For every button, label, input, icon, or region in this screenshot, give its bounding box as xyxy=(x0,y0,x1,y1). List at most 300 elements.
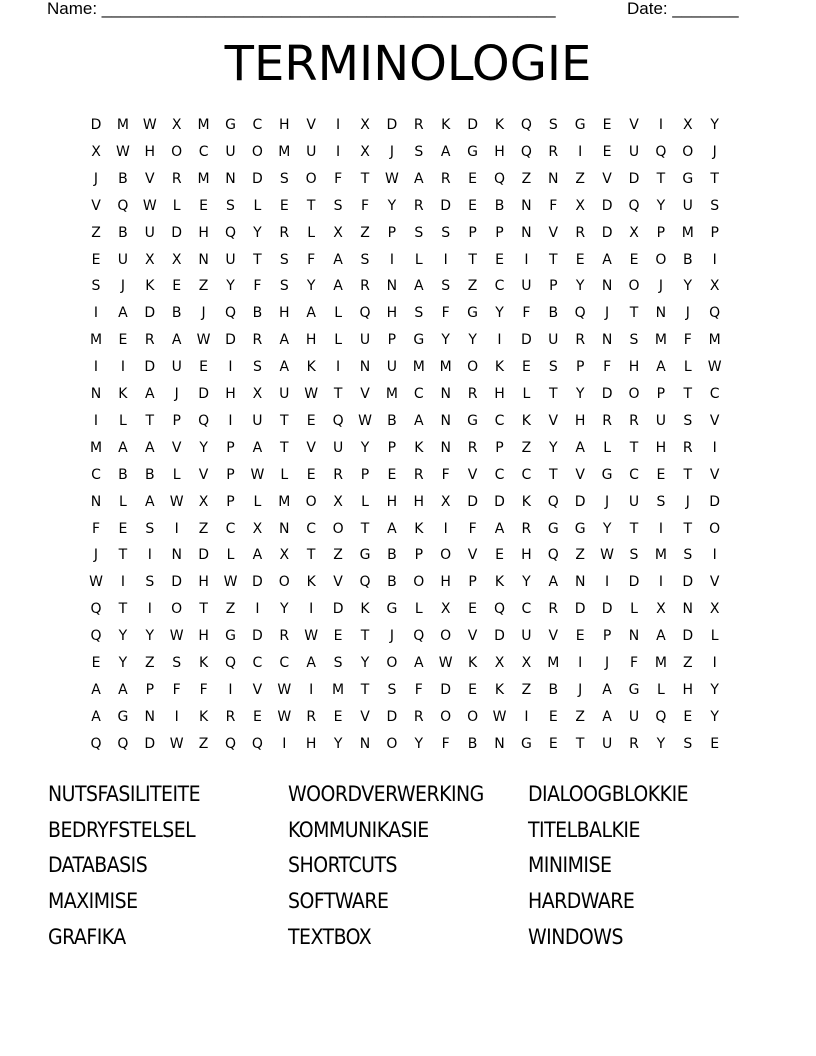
grid-letter[interactable]: K xyxy=(494,359,505,376)
grid-letter[interactable]: Z xyxy=(333,547,343,564)
grid-letter[interactable]: O xyxy=(628,386,640,402)
grid-letter[interactable]: E xyxy=(495,547,504,564)
grid-letter[interactable]: P xyxy=(387,332,397,349)
grid-letter[interactable]: E xyxy=(468,601,478,618)
grid-letter[interactable]: C xyxy=(252,655,263,671)
grid-letter[interactable]: W xyxy=(707,359,722,376)
grid-letter[interactable]: I xyxy=(120,359,125,376)
grid-letter[interactable]: P xyxy=(468,574,477,591)
grid-letter[interactable]: E xyxy=(333,628,343,645)
grid-letter[interactable]: F xyxy=(603,359,612,376)
grid-letter[interactable]: R xyxy=(306,708,317,725)
grid-letter[interactable]: F xyxy=(441,735,450,752)
grid-letter[interactable]: N xyxy=(521,224,532,241)
grid-letter[interactable]: X xyxy=(683,117,693,133)
grid-letter[interactable]: A xyxy=(333,278,343,295)
grid-letter[interactable]: P xyxy=(495,439,504,456)
grid-letter[interactable]: A xyxy=(333,251,343,268)
grid-letter[interactable]: O xyxy=(440,547,452,564)
grid-letter[interactable]: I xyxy=(309,681,314,698)
grid-letter[interactable]: L xyxy=(414,601,423,618)
grid-letter[interactable]: Y xyxy=(656,735,666,752)
grid-letter[interactable]: H xyxy=(198,574,209,591)
grid-letter[interactable]: T xyxy=(199,601,208,618)
grid-letter[interactable]: V xyxy=(709,466,720,483)
grid-letter[interactable]: C xyxy=(306,520,317,537)
grid-letter[interactable]: X xyxy=(709,278,720,295)
grid-letter[interactable]: H xyxy=(682,681,694,698)
grid-letter[interactable]: D xyxy=(709,493,721,510)
grid-letter[interactable]: I xyxy=(712,251,717,268)
grid-letter[interactable]: I xyxy=(658,574,663,591)
grid-letter[interactable]: W xyxy=(277,708,292,725)
grid-letter[interactable]: D xyxy=(225,332,236,349)
grid-letter[interactable]: T xyxy=(145,412,155,429)
grid-letter[interactable]: V xyxy=(467,628,478,645)
grid-letter[interactable]: Z xyxy=(521,681,532,698)
grid-letter[interactable]: S xyxy=(414,305,424,322)
grid-letter[interactable]: B xyxy=(252,305,263,322)
grid-letter[interactable]: I xyxy=(524,251,529,268)
grid-letter[interactable]: V xyxy=(333,574,343,591)
grid-letter[interactable]: W xyxy=(600,547,615,564)
grid-letter[interactable]: Q xyxy=(493,170,506,187)
grid-letter[interactable]: T xyxy=(683,466,693,483)
grid-letter[interactable]: G xyxy=(520,735,532,752)
grid-letter[interactable]: M xyxy=(654,655,667,671)
grid-letter[interactable]: A xyxy=(306,305,316,322)
grid-letter[interactable]: U xyxy=(117,251,129,268)
grid-letter[interactable]: S xyxy=(333,197,343,214)
grid-letter[interactable]: R xyxy=(548,601,559,618)
grid-letter[interactable]: Z xyxy=(198,520,209,537)
grid-letter[interactable]: M xyxy=(708,332,721,349)
grid-letter[interactable]: O xyxy=(467,708,479,725)
grid-letter[interactable]: K xyxy=(494,681,505,698)
grid-letter[interactable]: Q xyxy=(655,143,667,160)
grid-letter[interactable]: H xyxy=(413,493,425,510)
grid-letter[interactable]: I xyxy=(93,359,99,376)
grid-letter[interactable]: T xyxy=(306,547,316,564)
grid-letter[interactable]: E xyxy=(602,143,612,160)
grid-letter[interactable]: R xyxy=(413,117,424,133)
grid-letter[interactable]: L xyxy=(226,547,235,564)
grid-letter[interactable]: G xyxy=(682,170,694,187)
grid-letter[interactable]: U xyxy=(548,332,559,349)
grid-letter[interactable]: G xyxy=(574,520,586,537)
grid-letter[interactable]: G xyxy=(547,520,559,537)
grid-letter[interactable]: V xyxy=(360,708,370,725)
grid-letter[interactable]: Y xyxy=(199,439,208,456)
grid-letter[interactable]: P xyxy=(145,681,155,698)
grid-letter[interactable]: L xyxy=(630,601,638,618)
grid-letter[interactable]: G xyxy=(467,143,479,160)
grid-letter[interactable]: T xyxy=(549,466,558,483)
grid-letter[interactable]: R xyxy=(467,386,478,402)
grid-letter[interactable]: H xyxy=(440,574,451,591)
grid-letter[interactable]: F xyxy=(91,520,101,537)
grid-letter[interactable]: D xyxy=(601,197,613,214)
grid-letter[interactable]: C xyxy=(709,386,720,402)
grid-letter[interactable]: D xyxy=(682,574,694,591)
grid-letter[interactable]: J xyxy=(93,170,99,187)
grid-letter[interactable]: R xyxy=(629,412,639,429)
grid-letter[interactable]: Y xyxy=(656,197,666,214)
grid-letter[interactable]: W xyxy=(169,735,184,752)
grid-letter[interactable]: A xyxy=(575,439,585,456)
grid-letter[interactable]: G xyxy=(601,466,613,483)
grid-letter[interactable]: V xyxy=(360,386,370,402)
grid-letter[interactable]: I xyxy=(605,574,610,591)
grid-letter[interactable]: L xyxy=(656,681,665,698)
grid-letter[interactable]: V xyxy=(709,574,720,591)
grid-letter[interactable]: W xyxy=(89,574,103,591)
grid-letter[interactable]: J xyxy=(605,493,610,510)
grid-letter[interactable]: V xyxy=(252,681,263,698)
grid-letter[interactable]: H xyxy=(279,305,290,322)
grid-letter[interactable]: K xyxy=(494,574,505,591)
grid-letter[interactable]: Q xyxy=(359,305,371,322)
grid-letter[interactable]: U xyxy=(144,224,155,241)
grid-letter[interactable]: H xyxy=(655,439,667,456)
grid-letter[interactable]: I xyxy=(658,520,663,537)
grid-letter[interactable]: N xyxy=(574,574,586,591)
grid-letter[interactable]: F xyxy=(172,681,181,698)
grid-letter[interactable]: V xyxy=(467,466,478,483)
grid-letter[interactable]: K xyxy=(521,493,531,510)
grid-letter[interactable]: Y xyxy=(118,628,128,645)
grid-letter[interactable]: I xyxy=(712,547,717,564)
grid-letter[interactable]: S xyxy=(387,681,397,698)
grid-letter[interactable]: M xyxy=(547,655,560,671)
grid-letter[interactable]: Q xyxy=(90,601,102,618)
grid-letter[interactable]: Q xyxy=(117,197,129,214)
grid-letter[interactable]: I xyxy=(443,520,448,537)
grid-letter[interactable]: T xyxy=(360,170,370,187)
grid-letter[interactable]: A xyxy=(494,520,505,537)
grid-letter[interactable]: D xyxy=(574,601,586,618)
grid-letter[interactable]: Q xyxy=(90,628,102,645)
grid-letter[interactable]: N xyxy=(601,332,613,349)
grid-letter[interactable]: B xyxy=(118,466,128,483)
grid-letter[interactable]: R xyxy=(333,466,343,483)
grid-letter[interactable]: S xyxy=(548,117,558,133)
grid-letter[interactable]: H xyxy=(305,332,317,349)
grid-letter[interactable]: R xyxy=(413,466,424,483)
grid-letter[interactable]: I xyxy=(147,547,152,564)
grid-letter[interactable]: S xyxy=(629,332,639,349)
grid-letter[interactable]: O xyxy=(413,574,425,591)
grid-letter[interactable]: I xyxy=(174,708,179,725)
grid-letter[interactable]: W xyxy=(115,143,130,160)
grid-letter[interactable]: D xyxy=(628,574,640,591)
grid-letter[interactable]: J xyxy=(120,278,125,295)
grid-letter[interactable]: P xyxy=(656,386,666,402)
grid-letter[interactable]: Z xyxy=(575,170,585,187)
grid-letter[interactable]: E xyxy=(306,466,316,483)
grid-letter[interactable]: Y xyxy=(495,305,504,322)
grid-letter[interactable]: S xyxy=(145,520,155,537)
grid-letter[interactable]: L xyxy=(361,493,369,510)
grid-letter[interactable]: I xyxy=(93,412,99,429)
grid-letter[interactable]: I xyxy=(228,681,233,698)
grid-letter[interactable]: F xyxy=(549,197,558,214)
grid-letter[interactable]: R xyxy=(467,439,478,456)
grid-letter[interactable]: X xyxy=(252,386,263,402)
grid-letter[interactable]: N xyxy=(90,493,102,510)
grid-letter[interactable]: F xyxy=(629,655,639,671)
grid-letter[interactable]: K xyxy=(360,601,370,618)
grid-letter[interactable]: P xyxy=(226,439,235,456)
grid-letter[interactable]: Z xyxy=(521,439,532,456)
grid-letter[interactable]: M xyxy=(89,332,103,349)
grid-letter[interactable]: X xyxy=(279,547,290,564)
grid-letter[interactable]: B xyxy=(118,170,128,187)
grid-letter[interactable]: O xyxy=(386,735,398,752)
grid-letter[interactable]: I xyxy=(578,655,583,671)
grid-letter[interactable]: B xyxy=(387,547,397,564)
grid-letter[interactable]: H xyxy=(198,628,209,645)
grid-letter[interactable]: L xyxy=(334,305,342,322)
grid-letter[interactable]: T xyxy=(710,170,719,187)
grid-letter[interactable]: T xyxy=(683,520,693,537)
grid-letter[interactable]: A xyxy=(252,439,263,456)
grid-letter[interactable]: W xyxy=(358,412,372,429)
grid-letter[interactable]: Z xyxy=(91,224,101,241)
grid-letter[interactable]: N xyxy=(440,439,451,456)
grid-letter[interactable]: Q xyxy=(117,735,129,752)
grid-letter[interactable]: R xyxy=(413,708,424,725)
grid-letter[interactable]: H xyxy=(144,143,156,160)
grid-letter[interactable]: D xyxy=(198,386,209,402)
grid-letter[interactable]: D xyxy=(628,170,640,187)
grid-letter[interactable]: V xyxy=(548,412,559,429)
grid-letter[interactable]: I xyxy=(389,251,394,268)
grid-letter[interactable]: O xyxy=(440,708,452,725)
grid-letter[interactable]: O xyxy=(332,520,344,537)
grid-letter[interactable]: W xyxy=(196,332,211,349)
grid-letter[interactable]: U xyxy=(521,278,532,295)
grid-letter[interactable]: Y xyxy=(306,278,316,295)
grid-letter[interactable]: O xyxy=(655,251,667,268)
grid-letter[interactable]: X xyxy=(440,493,451,510)
grid-letter[interactable]: X xyxy=(145,251,155,268)
grid-letter[interactable]: K xyxy=(414,520,424,537)
grid-letter[interactable]: P xyxy=(226,466,235,483)
grid-letter[interactable]: A xyxy=(387,520,397,537)
grid-letter[interactable]: D xyxy=(252,628,263,645)
grid-letter[interactable]: S xyxy=(91,278,101,295)
grid-letter[interactable]: A xyxy=(118,681,128,698)
grid-letter[interactable]: T xyxy=(280,412,289,429)
grid-letter[interactable]: Q xyxy=(655,708,667,725)
grid-letter[interactable]: J xyxy=(93,547,99,564)
grid-letter[interactable]: P xyxy=(226,493,235,510)
grid-letter[interactable]: B xyxy=(144,466,155,483)
grid-letter[interactable]: V xyxy=(467,547,478,564)
grid-letter[interactable]: R xyxy=(413,197,424,214)
grid-letter[interactable]: G xyxy=(467,412,479,429)
grid-letter[interactable]: Y xyxy=(280,601,289,618)
grid-letter[interactable]: J xyxy=(658,278,663,295)
grid-letter[interactable]: T xyxy=(118,601,128,618)
grid-letter[interactable]: E xyxy=(252,708,262,725)
grid-letter[interactable]: Q xyxy=(90,735,102,752)
grid-letter[interactable]: C xyxy=(494,412,505,429)
grid-letter[interactable]: E xyxy=(199,197,209,214)
grid-letter[interactable]: Y xyxy=(226,278,235,295)
grid-letter[interactable]: A xyxy=(440,143,451,160)
grid-letter[interactable]: T xyxy=(118,547,128,564)
grid-letter[interactable]: K xyxy=(199,708,209,725)
grid-letter[interactable]: K xyxy=(521,412,531,429)
grid-letter[interactable]: V xyxy=(548,224,559,241)
grid-letter[interactable]: O xyxy=(467,359,479,376)
grid-letter[interactable]: Y xyxy=(360,655,370,671)
grid-letter[interactable]: A xyxy=(145,439,155,456)
grid-letter[interactable]: Q xyxy=(224,224,237,241)
grid-letter[interactable]: D xyxy=(90,117,102,133)
grid-letter[interactable]: T xyxy=(629,439,639,456)
grid-letter[interactable]: Q xyxy=(520,117,532,133)
grid-letter[interactable]: J xyxy=(685,305,690,322)
grid-letter[interactable]: E xyxy=(710,735,720,752)
grid-letter[interactable]: I xyxy=(120,574,125,591)
grid-letter[interactable]: M xyxy=(116,117,129,133)
grid-letter[interactable]: U xyxy=(386,359,398,376)
grid-letter[interactable]: T xyxy=(549,251,558,268)
grid-letter[interactable]: Y xyxy=(468,332,477,349)
grid-letter[interactable]: F xyxy=(334,170,343,187)
grid-letter[interactable]: I xyxy=(578,143,583,160)
grid-letter[interactable]: D xyxy=(386,708,398,725)
grid-letter[interactable]: K xyxy=(468,655,478,671)
grid-letter[interactable]: N xyxy=(521,197,532,214)
grid-letter[interactable]: A xyxy=(656,359,666,376)
grid-letter[interactable]: P xyxy=(414,547,424,564)
grid-letter[interactable]: V xyxy=(575,466,585,483)
grid-letter[interactable]: P xyxy=(575,359,585,376)
grid-letter[interactable]: L xyxy=(172,466,181,483)
grid-letter[interactable]: T xyxy=(360,520,370,537)
grid-letter[interactable]: S xyxy=(683,735,693,752)
grid-letter[interactable]: H xyxy=(279,117,290,133)
grid-letter[interactable]: X xyxy=(171,251,182,268)
grid-letter[interactable]: N xyxy=(628,628,640,645)
grid-letter[interactable]: P xyxy=(360,466,370,483)
grid-letter[interactable]: W xyxy=(304,386,319,402)
grid-letter[interactable]: G xyxy=(225,628,236,645)
grid-letter[interactable]: L xyxy=(683,359,692,376)
grid-letter[interactable]: O xyxy=(440,628,452,645)
grid-letter[interactable]: R xyxy=(440,170,451,187)
grid-letter[interactable]: N xyxy=(359,359,371,376)
grid-letter[interactable]: D xyxy=(252,170,263,187)
grid-letter[interactable]: L xyxy=(414,251,423,268)
grid-letter[interactable]: E xyxy=(91,655,101,671)
grid-letter[interactable]: N xyxy=(386,278,398,295)
grid-letter[interactable]: E xyxy=(91,251,101,268)
grid-letter[interactable]: S xyxy=(683,412,693,429)
grid-letter[interactable]: Z xyxy=(467,278,478,295)
grid-letter[interactable]: D xyxy=(144,735,156,752)
grid-letter[interactable]: K xyxy=(414,439,424,456)
grid-letter[interactable]: U xyxy=(655,412,667,429)
grid-letter[interactable]: O xyxy=(171,601,183,618)
grid-letter[interactable]: P xyxy=(387,224,397,241)
grid-letter[interactable]: B xyxy=(467,735,478,752)
grid-letter[interactable]: M xyxy=(681,224,694,241)
grid-letter[interactable]: Y xyxy=(414,735,424,752)
grid-letter[interactable]: E xyxy=(656,466,666,483)
grid-letter[interactable]: G xyxy=(413,332,425,349)
grid-letter[interactable]: F xyxy=(468,520,477,537)
grid-letter[interactable]: P xyxy=(468,224,477,241)
grid-letter[interactable]: I xyxy=(282,735,287,752)
grid-letter[interactable]: Z xyxy=(683,655,693,671)
grid-letter[interactable]: Q xyxy=(224,655,237,671)
grid-letter[interactable]: F xyxy=(307,251,316,268)
grid-letter[interactable]: T xyxy=(629,305,639,322)
grid-letter[interactable]: X xyxy=(440,601,451,618)
grid-letter[interactable]: B xyxy=(171,305,182,322)
grid-letter[interactable]: A xyxy=(602,681,612,698)
grid-letter[interactable]: Q xyxy=(224,735,237,752)
grid-letter[interactable]: X xyxy=(360,117,370,133)
grid-letter[interactable]: X xyxy=(494,655,505,671)
grid-letter[interactable]: O xyxy=(628,278,640,295)
grid-letter[interactable]: A xyxy=(279,359,290,376)
grid-letter[interactable]: F xyxy=(441,466,450,483)
grid-letter[interactable]: D xyxy=(144,359,156,376)
grid-letter[interactable]: N xyxy=(655,305,667,322)
grid-letter[interactable]: A xyxy=(171,332,182,349)
grid-letter[interactable]: E xyxy=(629,251,639,268)
grid-letter[interactable]: L xyxy=(118,412,127,429)
grid-letter[interactable]: V xyxy=(306,439,316,456)
grid-letter[interactable]: B xyxy=(387,412,397,429)
grid-letter[interactable]: T xyxy=(360,628,370,645)
grid-letter[interactable]: S xyxy=(441,224,451,241)
grid-letter[interactable]: V xyxy=(145,170,155,187)
grid-letter[interactable]: G xyxy=(628,681,640,698)
grid-letter[interactable]: N xyxy=(440,412,451,429)
grid-letter[interactable]: R xyxy=(575,224,586,241)
grid-letter[interactable]: E xyxy=(575,251,585,268)
grid-letter[interactable]: Y xyxy=(253,224,262,241)
grid-letter[interactable]: C xyxy=(279,655,290,671)
grid-letter[interactable]: C xyxy=(91,466,101,483)
grid-letter[interactable]: X xyxy=(521,655,532,671)
grid-letter[interactable]: X xyxy=(709,601,720,618)
grid-letter[interactable]: C xyxy=(413,386,424,402)
grid-letter[interactable]: K xyxy=(118,386,128,402)
grid-letter[interactable]: H xyxy=(494,143,505,160)
grid-letter[interactable]: S xyxy=(279,278,289,295)
grid-letter[interactable]: J xyxy=(201,305,206,322)
grid-letter[interactable]: U xyxy=(601,735,613,752)
grid-letter[interactable]: E xyxy=(387,466,397,483)
grid-letter[interactable]: Z xyxy=(198,735,209,752)
grid-letter[interactable]: I xyxy=(443,251,448,268)
grid-letter[interactable]: Y xyxy=(575,278,585,295)
grid-letter[interactable]: M xyxy=(278,143,291,160)
grid-letter[interactable]: F xyxy=(253,278,262,295)
grid-letter[interactable]: S xyxy=(414,224,424,241)
grid-letter[interactable]: A xyxy=(91,708,101,725)
grid-letter[interactable]: C xyxy=(198,143,209,160)
grid-letter[interactable]: K xyxy=(494,117,505,133)
